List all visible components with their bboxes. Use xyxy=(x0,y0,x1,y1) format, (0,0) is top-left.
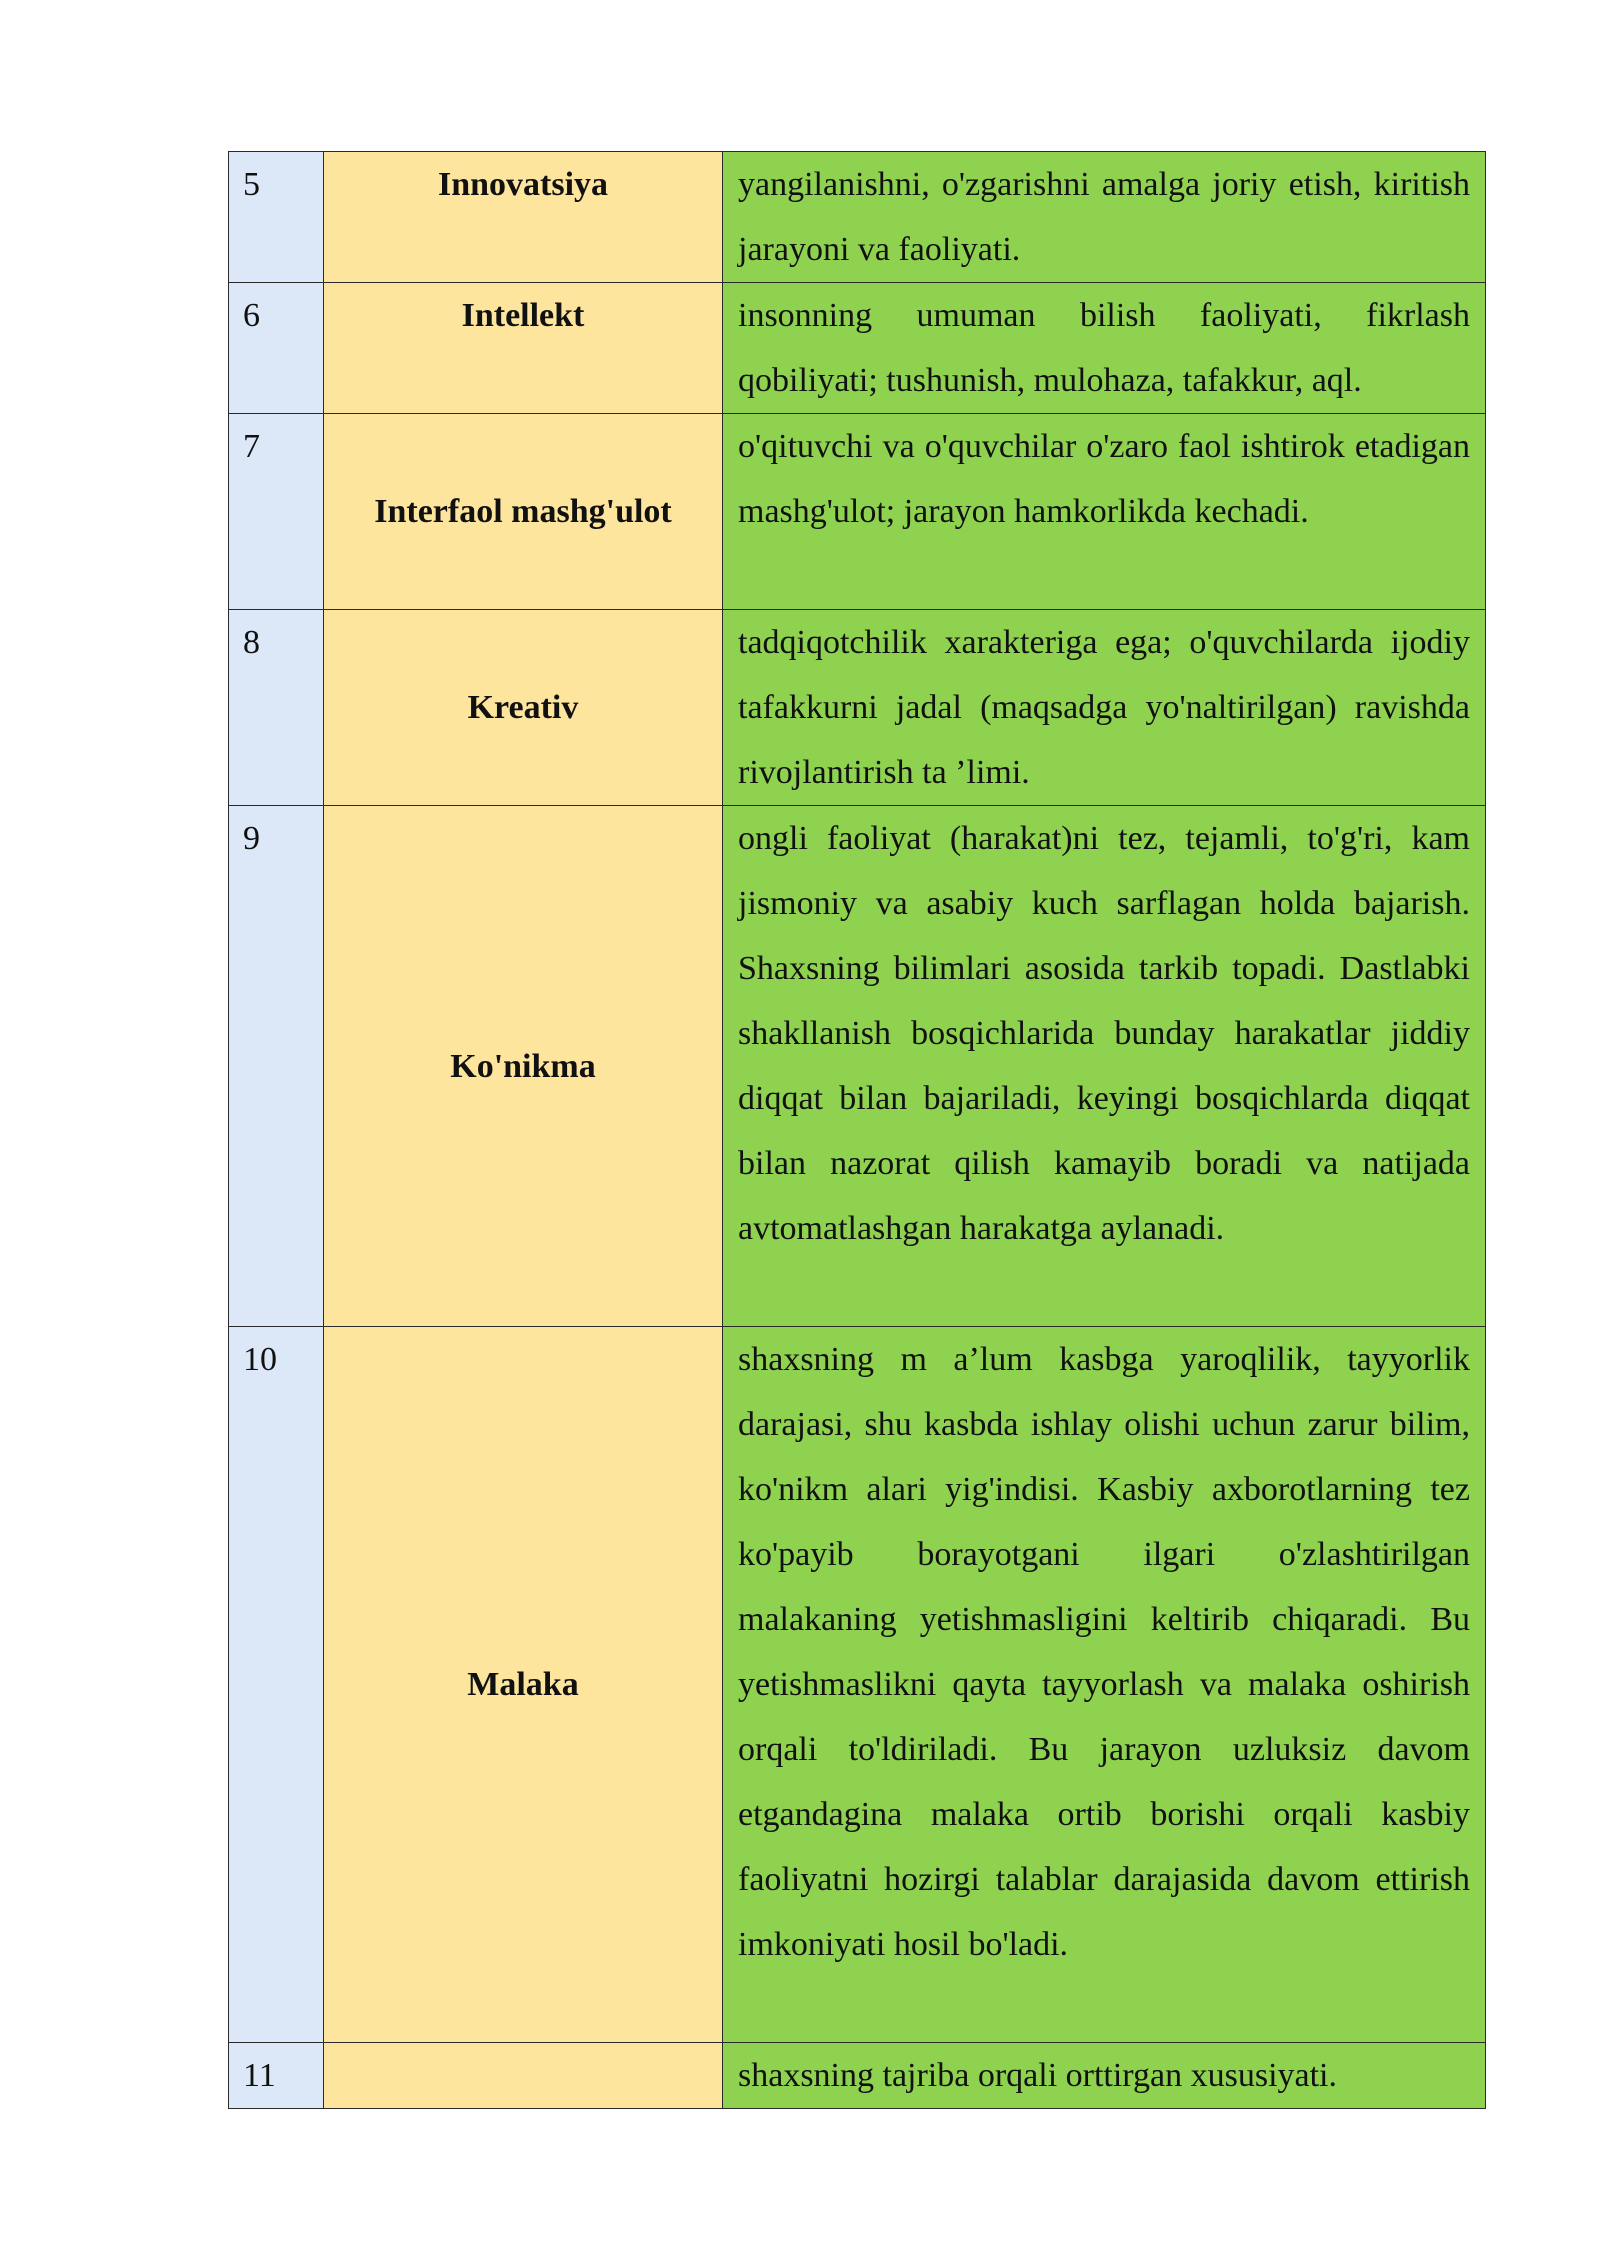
term-cell: Ko'nikma xyxy=(324,806,723,1327)
term-cell: Interfaol mashg'ulot xyxy=(324,414,723,610)
table-row xyxy=(229,152,1486,283)
table-row xyxy=(229,610,1486,806)
table-row xyxy=(229,806,1486,1327)
term-cell xyxy=(324,2043,723,2109)
table-row xyxy=(229,1327,1486,2043)
row-number: 8 xyxy=(229,610,324,806)
term-cell: Intellekt xyxy=(324,283,723,414)
table-row xyxy=(229,2043,1486,2109)
definition-cell: o'qituvchi va o'quvchilar o'zaro faol ishtirok etadigan mashg'ulot; jarayon hamkorlikda kechadi. xyxy=(723,414,1486,610)
definition-cell: tadqiqotchilik xarakteriga ega; o'quvchilarda ijodiy tafakkurni jadal (maqsadga yo'naltirilgan) ravishda rivojlantirish ta ’limi. xyxy=(723,610,1486,806)
table-row xyxy=(229,414,1486,610)
definition-cell: shaxsning m a’lum kasbga yaroqlilik, tayyorlik darajasi, shu kasbda ishlay olishi uchun zarur bilim, ko'nikm alari yig'indisi. Kasbiy axborotlarning tez ko'payib borayotgani ilgari o'zlashtirilgan malakaning yetishmasligini keltirib chiqaradi. Bu yetishmaslikni qayta tayyorlash va malaka oshirish orqali to'ldiriladi. Bu jarayon uzluksiz davom etgandagina malaka ortib borishi orqali kasbiy faoliyatni hozirgi talablar darajasida davom ettirish imkoniyati hosil bo'ladi. xyxy=(723,1327,1486,2043)
term-cell: Kreativ xyxy=(324,610,723,806)
row-number: 6 xyxy=(229,283,324,414)
table-row xyxy=(229,283,1486,414)
term-cell: Malaka xyxy=(324,1327,723,2043)
row-number: 10 xyxy=(229,1327,324,2043)
row-number: 9 xyxy=(229,806,324,1327)
row-number: 7 xyxy=(229,414,324,610)
term-cell: Innovatsiya xyxy=(324,152,723,283)
definition-cell: shaxsning tajriba orqali orttirgan xususiyati. xyxy=(723,2043,1486,2109)
definition-cell: ongli faoliyat (harakat)ni tez, tejamli, to'g'ri, kam jismoniy va asabiy kuch sarflagan holda bajarish. Shaxsning bilimlari asosida tarkib topadi. Dastlabki shakllanish bosqichlarida bunday harakatlar jiddiy diqqat bilan bajariladi, keyingi bosqichlarda diqqat bilan nazorat qilish kamayib boradi va natijada avtomatlashgan harakatga aylanadi. xyxy=(723,806,1486,1327)
glossary-table xyxy=(228,151,1486,2109)
row-number: 11 xyxy=(229,2043,324,2109)
definition-cell: insonning umuman bilish faoliyati, fikrlash qobiliyati; tushunish, mulohaza, tafakkur, aql. xyxy=(723,283,1486,414)
definition-cell: yangilanishni, o'zgarishni amalga joriy etish, kiritish jarayoni va faoliyati. xyxy=(723,152,1486,283)
row-number: 5 xyxy=(229,152,324,283)
